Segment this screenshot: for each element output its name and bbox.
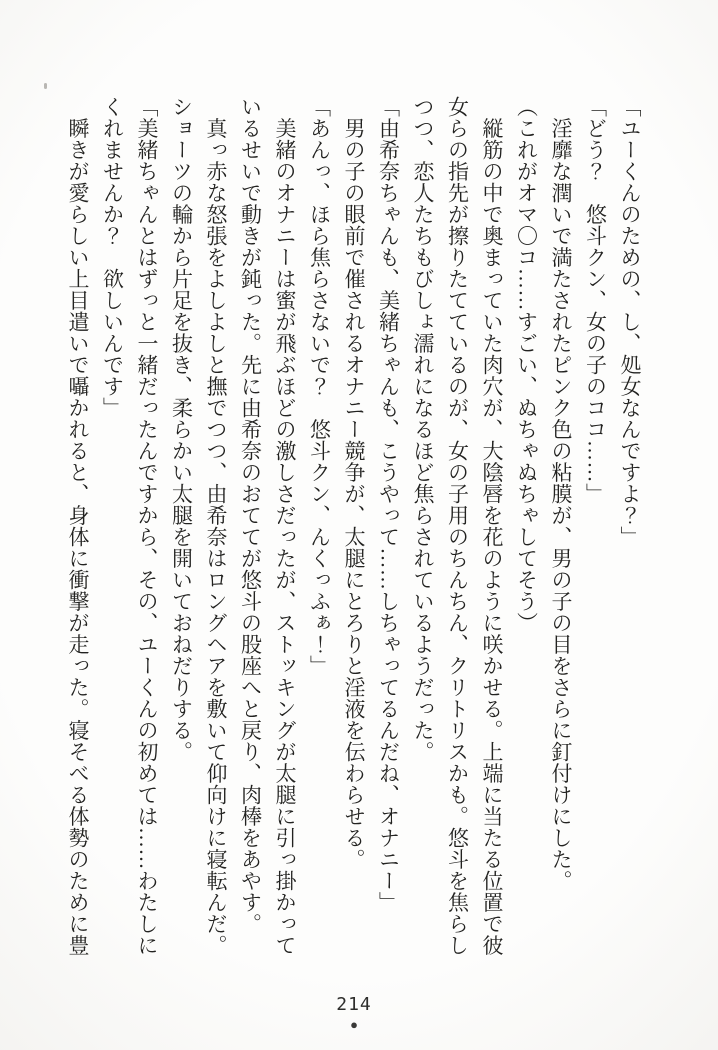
text-line: 美緒のオナニーは蜜が飛ぶほどの激しさだったが、ストッキングが太腿に引っ掛かって: [273, 96, 297, 956]
scan-speck: [44, 83, 47, 89]
text-line: 縦筋の中で奥まっていた肉穴が、大陰唇を花のように咲かせる。上端に当たる位置で彼: [480, 96, 504, 956]
text-line: いるせいで動きが鈍った。先に由希奈のおててが悠斗の股座へと戻り、肉棒をあやす。: [238, 96, 263, 935]
text-line: 女らの指先が擦りたてているのが、女の子用のちんちん、クリトリスかも。悠斗を焦らし: [445, 96, 470, 956]
text-line: ショーツの輪から片足を抜き、柔らかい太腿を開いておねだりする。: [169, 96, 194, 763]
text-line: 「あんっ、ほら焦らさないで？ 悠斗クン、んくっふぁ！」: [307, 96, 332, 677]
text-line: 「ユーくんのための、し、処女なんですよ？」: [618, 96, 642, 548]
text-line: くれませんか？ 欲しいんです」: [100, 96, 125, 419]
page-footer: [0, 996, 718, 1031]
text-line: 「由希奈ちゃんも、美緒ちゃんも、こうやって……しちゃってるんだね、オナニー」: [376, 96, 401, 913]
text-line: 瞬きが愛らしい上目遣いで囁かれると、身体に衝撃が走った。寝そべる体勢のために豊: [66, 96, 90, 956]
text-block: [59, 96, 647, 954]
text-line: 「どう？ 悠斗クン、女の子のココ……」: [583, 96, 608, 505]
text-line: 淫靡な潤いで満たされたピンク色の粘膜が、男の子の目をさらに釘付けにした。: [549, 96, 573, 892]
text-line: つつ、恋人たちもびしょ濡れになるほど焦らされているようだった。: [411, 96, 435, 763]
text-line: 「美緒ちゃんとはずっと一緒だったんですから、その、ユーくんの初めては……わたしに: [135, 96, 159, 956]
text-line: 男の子の眼前で催されるオナニー競争が、太腿にとろりと淫液を伝わらせる。: [342, 96, 366, 870]
text-line: 真っ赤な怒張をよしよしと撫でつつ、由希奈はロングヘアを敷いて仰向けに寝転んだ。: [204, 96, 228, 956]
footer-dot-icon: ●: [350, 1017, 358, 1032]
page-number: 214: [336, 994, 372, 1015]
text-line: （これがオマ〇コ……すごい、ぬちゃぬちゃしてそう）: [514, 96, 539, 634]
